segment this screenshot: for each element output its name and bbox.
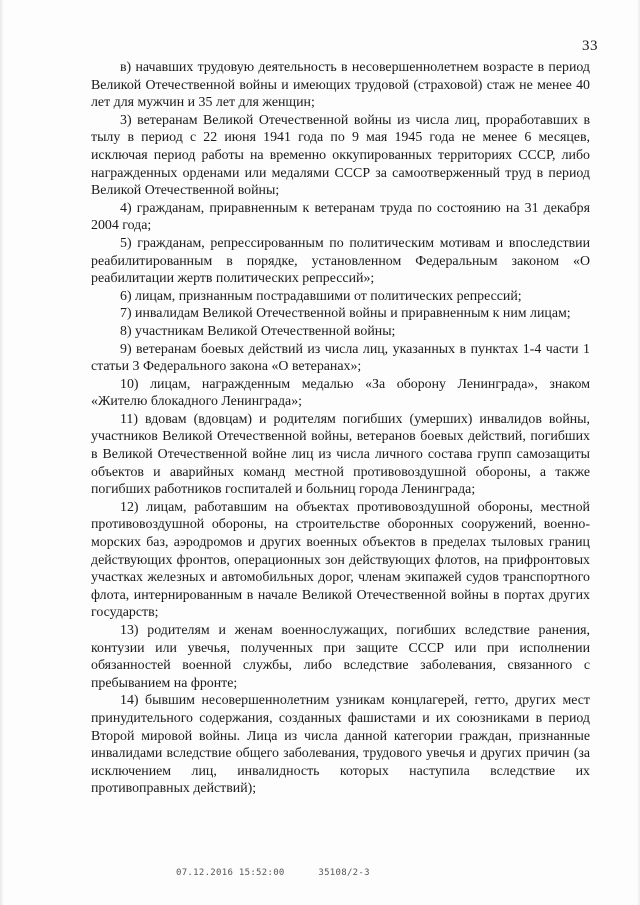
document-footer	[176, 868, 398, 878]
paragraph-item-14: 14) бывшим несовершеннолетним узникам концлагерей, гетто, других мест принудительного содержания, созданных фашистами и их союзниками в период Второй мировой войны. Лица из числа данной категории граждан, признанные инвалидами вследствие общего заболевания, трудового увечья и других причин (за исключением лиц, инвалидность которых наступила вследствие их противоправных действий);	[91, 693, 590, 797]
paragraph-item-v: в) начавших трудовую деятельность в несовершеннолетнем возрасте в период Великой Отечественной войны и имеющих трудовой (страховой) стаж не менее 40 лет для мужчин и 35 лет для женщин;	[91, 60, 590, 111]
paragraph-item-5: 5) гражданам, репрессированным по политическим мотивам и впоследствии реабилитированным в порядке, установленном Федеральным законом «О реабилитации жертв политических репрессий»;	[91, 235, 590, 287]
footer-doc-code: 35108/2-3	[318, 868, 370, 878]
paragraph-item-7: 7) инвалидам Великой Отечественной войны и приравненным к ним лицам;	[120, 306, 571, 322]
page-number: 33	[582, 38, 598, 54]
paragraph-item-8: 8) участникам Великой Отечественной войны;	[120, 323, 396, 339]
paragraph-item-9: 9) ветеранам боевых действий из числа лиц, указанных в пунктах 1-4 части 1 статьи 3 Федерального закона «О ветеранах»;	[91, 341, 590, 375]
body-text	[91, 59, 590, 798]
paragraph-item-3: 3) ветеранам Великой Отечественной войны из числа лиц, проработавших в тылу в период с 22 июня 1941 года по 9 мая 1945 года не менее 6 месяцев, исключая период работы на временно оккупированных территориях СССР, либо награжденных орденами или медалями СССР за самоотверженный труд в период Великой Отечественной войны;	[91, 112, 590, 199]
footer-timestamp: 07.12.2016 15:52:00	[176, 868, 285, 878]
paragraph-item-13: 13) родителям и женам военнослужащих, погибших вследствие ранения, контузии или увечья, полученных при защите СССР или при исполнении обязанностей военной службы, либо вследствие заболевания, связанного с пребыванием на фронте;	[91, 623, 590, 691]
paragraph-item-12: 12) лицам, работавшим на объектах противовоздушной обороны, местной противовоздушной обороны, на строительстве оборонных сооружений, военно-морских баз, аэродромов и других военных объектов в пределах тыловых границ действующих фронтов, операционных зон действующих флотов, на прифронтовых участках железных и автомобильных дорог, членам экипажей судов транспортного флота, интернированным в начале Великой Отечественной войны в портах других государств;	[91, 499, 590, 621]
paragraph-item-6: 6) лицам, признанным пострадавшими от политических репрессий;	[120, 288, 522, 304]
paragraph-item-11: 11) вдовам (вдовцам) и родителям погибших (умерших) инвалидов войны, участников Великой Отечественной войны, ветеранов боевых действий, погибших в Великой Отечественной войне лиц из числа личного состава групп самозащиты объектов и аварийных команд местной противовоздушной обороны, а также погибших работников госпиталей и больниц города Ленинграда;	[91, 411, 590, 498]
paragraph-item-4: 4) гражданам, приравненным к ветеранам труда по состоянию на 31 декабря 2004 года;	[91, 200, 590, 234]
scan-edge-left	[0, 0, 4, 905]
paragraph-item-10: 10) лицам, награжденным медалью «За оборону Ленинграда», знаком «Жителю блокадного Ленинграда»;	[91, 376, 590, 410]
